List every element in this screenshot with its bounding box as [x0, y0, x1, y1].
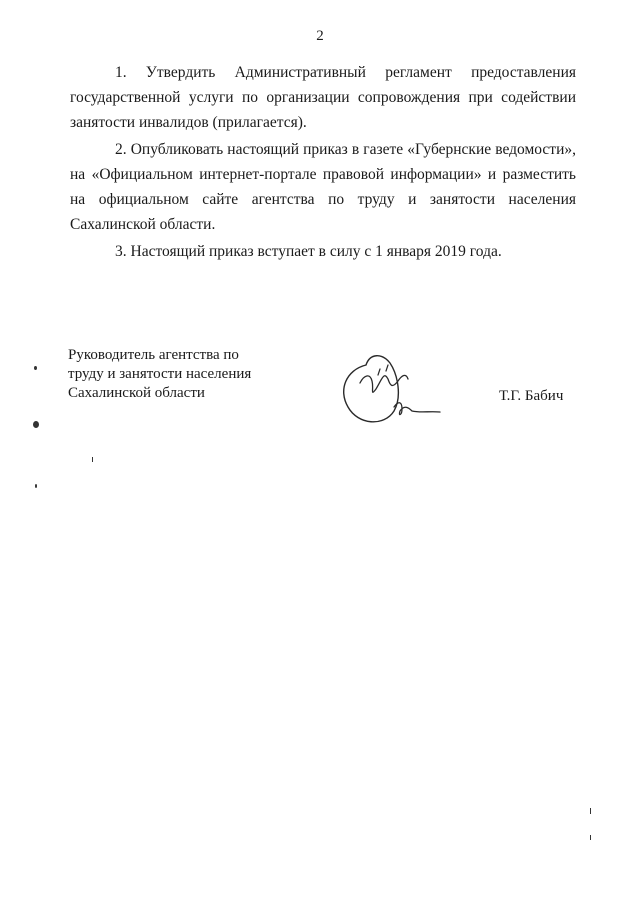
page-number: 2	[316, 28, 324, 44]
position-line: Руководитель агентства по	[68, 347, 239, 363]
scan-speck	[35, 484, 37, 488]
paragraph-2: 2. Опубликовать настоящий приказ в газете «Губернские ведомости», на «Официальном интернет-портале правовой информации» и разместить на официальном сайте агентства по труду и занятости населения Сахалинской области.	[70, 141, 576, 233]
scan-speck	[590, 835, 591, 840]
scan-speck	[33, 421, 39, 428]
order-body	[70, 60, 576, 264]
position-line: труду и занятости населения	[68, 366, 252, 382]
position-line: Сахалинской области	[68, 385, 205, 401]
paragraph-1: 1. Утвердить Административный регламент предоставления государственной услуги по организации сопровождения при содействии занятости инвалидов (прилагается).	[70, 64, 576, 131]
scan-speck	[92, 457, 93, 462]
scan-speck	[590, 808, 591, 814]
paragraph-3: 3. Настоящий приказ вступает в силу с 1 января 2019 года.	[115, 243, 502, 260]
signatory-position	[68, 346, 251, 403]
handwritten-signature	[336, 345, 446, 435]
signer-name: Т.Г. Бабич	[499, 388, 564, 404]
scan-speck	[34, 366, 37, 370]
